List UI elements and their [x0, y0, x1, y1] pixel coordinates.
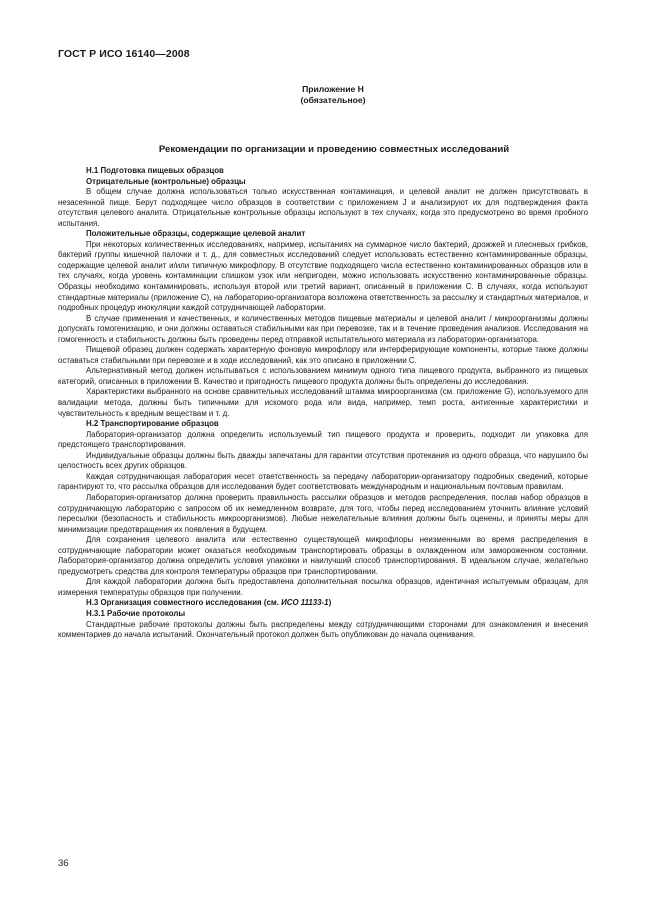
section-heading-h3-suffix: ): [328, 598, 332, 608]
paragraph: Для сохранения целевого аналита или естественно существующей микрофлоры неизменными во время распределения в сотрудничающие лаборатории может оказаться необходимым транспортировать образцы в охлажденном или замороженном состоянии. Лаборатория-организатор должна определить условия упаковки и наилучший способ транспортирования. В идеальном случае, желательно предусмотреть средства для контроля температуры образцов при транспортировании.: [58, 535, 588, 576]
section-heading-h3-prefix: Н.3 Организация совместного исследования (см.: [86, 598, 282, 608]
paragraph: При некоторых количественных исследованиях, например, испытаниях на суммарное число бактерий, дрожжей и плесневых грибков, бактерий группы кишечной палочки и т. д., для совместных исследований следует использовать естественно контаминированные образцы, содержащие целевой аналит и/или типичную микрофлору. В отсутствие подходящего числа естественно контаминированных образцов или в тех случаях, когда уровень контаминации слишком узок или непригоден, можно использовать искусственно контаминированные образцы. Образцы необходимо контаминировать, используя второй или третий вариант, описанный в приложении С. В случаях, когда используют стандартные материалы (приложение С), на лабораторию-организатора возложена ответственность за рассылку и стандартных материалов, и подробных процедур инокуляции каждой сотрудничающей лаборатории.: [58, 239, 588, 313]
page-number: 36: [58, 858, 69, 869]
page-title: Рекомендации по организации и проведению совместных исследований: [158, 144, 510, 155]
section-heading-h1: Н.1 Подготовка пищевых образцов: [86, 166, 224, 175]
paragraph: В случае применения и качественных, и количественных методов пищевые материалы и целевой аналит / микроорганизмы должны допускать гомогенизацию, и они должны оставаться стабильными как при перевозке, так и в течение проведения анализов. Исследования на гомогенность и стабильность должны быть проведены перед отправкой испытательного материала из лаборатории-организатора.: [58, 313, 588, 344]
section-heading-h2: Н.2 Транспортирование образцов: [86, 419, 219, 429]
standard-header: ГОСТ Р ИСО 16140—2008: [58, 48, 190, 60]
paragraph: Каждая сотрудничающая лаборатория несет ответственность за передачу лаборатории-организатору подробных сведений, которые гарантируют то, что рассылка образцов для исследования будет соответствовать международным и национальным почтовым правилам.: [58, 471, 588, 492]
subsection-heading-positive: Положительные образцы, содержащие целевой аналит: [86, 229, 306, 239]
paragraph: Альтернативный метод должен испытываться с использованием минимум одного типа пищевого продукта, выбранного из пищевых категорий, описанных в приложении В. Качество и пригодность пищевого продукта должны быть определены до исследования.: [58, 366, 588, 386]
paragraph: Для каждой лаборатории должна быть предоставлена дополнительная посылка образцов, идентичная испытуемым образцам, для измерения температуры образцов при получении.: [58, 577, 588, 597]
document-body: [58, 166, 588, 641]
paragraph: Лаборатория-организатор должна определить используемый тип пищевого продукта и проверить, подходит ли упаковка для предстоящего транспортирования.: [58, 429, 588, 450]
appendix-label: [0, 84, 646, 106]
paragraph: Стандартные рабочие протоколы должны быть распределены между сотрудничающими сторонами для ознакомления и внесения комментариев до начала испытаний. Окончательный протокол должен быть опубликован до начала оценивания.: [58, 619, 588, 640]
paragraph: В общем случае должна использоваться только искусственная контаминация, и целевой аналит не должен присутствовать в незасеянной пище. Берут подходящее число образцов в соответствии с приложением J и анализируют их для подтверждения факта отсутствия целевого аналита. Отрицательные контрольные образцы используют в тех случаях, когда это предусмотрено во время пробного испытания.: [58, 187, 588, 228]
appendix-title: Приложение Н: [302, 84, 364, 94]
paragraph: Лаборатория-организатор должна проверить правильность рассылки образцов и методов распределения, послав набор образцов в сотрудничающую лабораторию с запросом об их немедленном возврате, для того, чтобы перед исследованием уточнить влияние условий пересылки (безопасность и стабильность микроорганизмов). Любые нежелательные влияния должны быть оценены, и приняты меры для минимизации предотвращения их появления в будущем.: [58, 492, 588, 534]
subsection-heading-negative: Отрицательные (контрольные) образцы: [86, 176, 246, 186]
appendix-status: (обязательное): [300, 95, 366, 105]
paragraph: Характеристики выбранного на основе сравнительных исследований штамма микроорганизма (см. приложение G), используемого для валидации метода, должны быть типичными для искомого рода или вида, например, темп роста, антигенные характеристики и чувствительность к вредным веществам и т. д.: [58, 387, 588, 418]
subsection-heading-h31: Н.3.1 Рабочие протоколы: [86, 608, 186, 618]
section-heading-h3: [58, 598, 588, 609]
paragraph: Пищевой образец должен содержать характерную фоновую микрофлору или интерферирующие компоненты, которые также должны оставаться стабильными при перевозке и в ходе исследований, как это описано в приложении С.: [58, 345, 588, 365]
paragraph: Индивидуальные образцы должны быть дважды запечатаны для гарантии отсутствия протекания из одного образца, что нарушило бы целостность всех других образцов.: [58, 450, 588, 471]
standard-reference: ИСО 11133-1: [281, 598, 329, 608]
